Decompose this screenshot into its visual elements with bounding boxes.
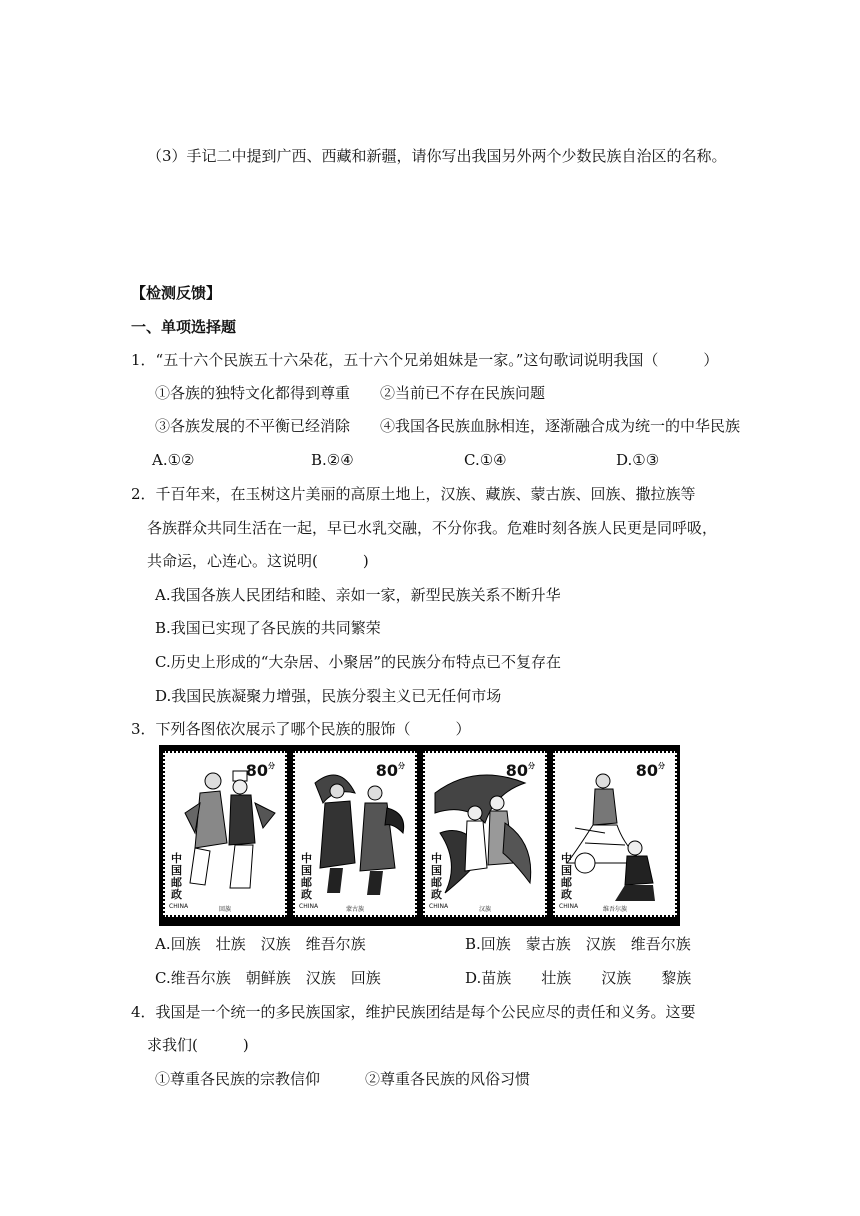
q1-option-a[interactable]: A.①②	[152, 451, 195, 469]
q3-option-d[interactable]: D.苗族 壮族 汉族 黎族	[465, 969, 692, 987]
stamp-2-latin: CHINA	[299, 903, 319, 910]
q3-option-a[interactable]: A.回族 壮族 汉族 维吾尔族	[155, 935, 366, 953]
stamp-1-ethnic: 回族	[218, 906, 231, 913]
stamp-4	[553, 751, 677, 917]
stamp-4-latin: CHINA	[559, 903, 579, 910]
q1-statements-row1: ①各族的独特文化都得到尊重 ②当前已不存在民族问题	[155, 384, 546, 402]
stamp-4-country: 中国邮政	[561, 852, 572, 901]
stamp-1-value: $80^分$	[245, 761, 275, 780]
q4-statements-row1: ①尊重各民族的宗教信仰 ②尊重各民族的风俗习惯	[155, 1070, 531, 1088]
q1-option-d[interactable]: D.①③	[616, 451, 660, 469]
section-title: 【检测反馈】	[131, 284, 222, 302]
stamp-3-country: 中国邮政	[431, 852, 442, 901]
q2-option-c[interactable]: C.历史上形成的“大杂居、小聚居”的民族分布特点已不复存在	[155, 653, 562, 671]
q2-stem-line3: 共命运，心连心。这说明( )	[147, 552, 369, 570]
stamp-2-value: $80^分$	[375, 761, 405, 780]
stamp-1	[163, 751, 287, 917]
question-3-prompt: （3）手记二中提到广西、西藏和新疆，请你写出我国另外两个少数民族自治区的名称。	[147, 147, 727, 165]
stamp-1-latin: CHINA	[169, 903, 189, 910]
q4-stem-line2: 求我们( )	[147, 1036, 249, 1054]
q1-stem: 1．“五十六个民族五十六朵花，五十六个兄弟姐妹是一家。”这句歌词说明我国（ ）	[131, 351, 719, 369]
stamp-2	[293, 751, 417, 917]
q1-option-b[interactable]: B.②④	[311, 451, 354, 469]
q3-option-b[interactable]: B.回族 蒙古族 汉族 维吾尔族	[465, 935, 691, 953]
q1-statements-row2: ③各族发展的不平衡已经消除 ④我国各民族血脉相连，逐渐融合成为统一的中华民族	[155, 417, 741, 435]
q3-option-c[interactable]: C.维吾尔族 朝鲜族 汉族 回族	[155, 969, 381, 987]
stamp-2-country: 中国邮政	[301, 852, 312, 901]
q2-stem-line2: 各族群众共同生活在一起，早已水乳交融，不分你我。危难时刻各族人民更是同呼吸，	[147, 519, 718, 537]
q2-option-a[interactable]: A.我国各族人民团结和睦、亲如一家，新型民族关系不断升华	[155, 586, 561, 604]
q2-stem-line1: 2．千百年来，在玉树这片美丽的高原土地上，汉族、藏族、蒙古族、回族、撒拉族等	[131, 485, 696, 503]
stamp-strip-image	[159, 745, 680, 926]
q3-stem: 3．下列各图依次展示了哪个民族的服饰（ ）	[131, 720, 471, 738]
stamp-4-ethnic: 维吾尔族	[602, 906, 627, 913]
subsection-title: 一、单项选择题	[131, 318, 237, 336]
stamp-3-ethnic: 汉族	[478, 906, 491, 913]
stamp-3-latin: CHINA	[429, 903, 449, 910]
stamp-2-ethnic: 蒙古族	[345, 906, 364, 913]
q2-option-b[interactable]: B.我国已实现了各民族的共同繁荣	[155, 619, 381, 637]
q1-option-c[interactable]: C.①④	[464, 451, 507, 469]
q2-option-d[interactable]: D.我国民族凝聚力增强，民族分裂主义已无任何市场	[155, 687, 502, 705]
stamp-4-value: $80^分$	[635, 761, 665, 780]
q4-stem-line1: 4．我国是一个统一的多民族国家，维护民族团结是每个公民应尽的责任和义务。这要	[131, 1003, 696, 1021]
stamp-3-value: $80^分$	[505, 761, 535, 780]
stamp-1-country: 中国邮政	[171, 852, 182, 901]
stamp-3	[423, 751, 547, 917]
